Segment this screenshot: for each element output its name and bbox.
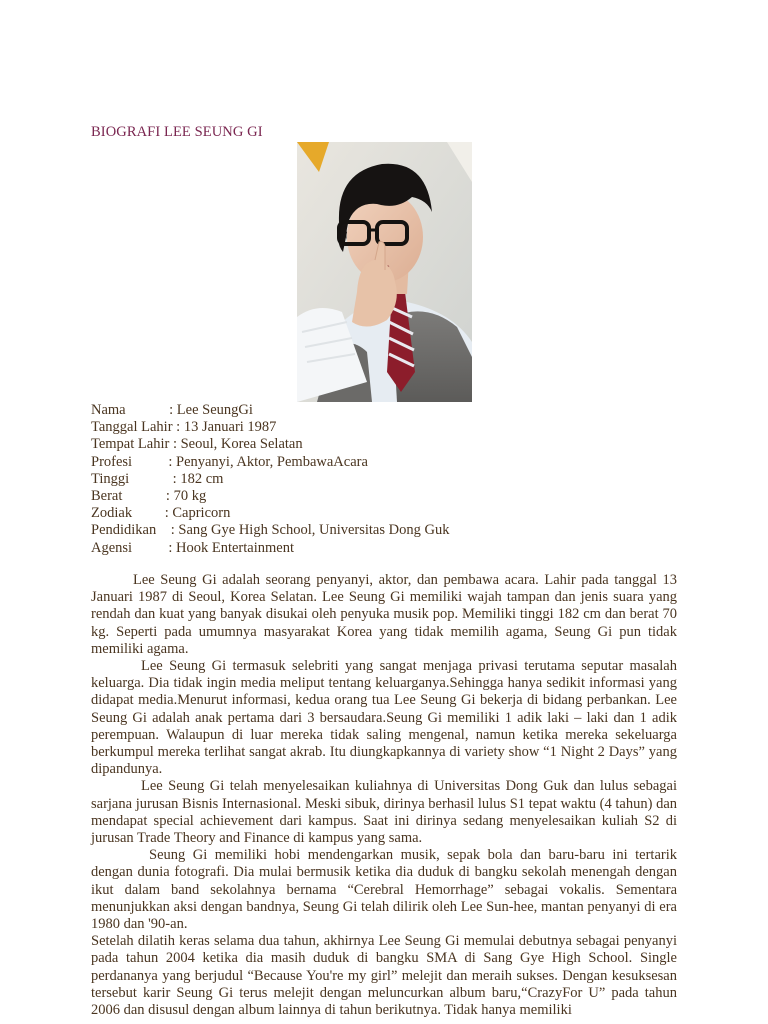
portrait-photo xyxy=(297,142,472,402)
profile-label: Pendidikan xyxy=(91,522,157,539)
profile-label: Berat xyxy=(91,488,123,505)
profile-value: 13 Januari 1987 xyxy=(183,419,277,436)
profile-value: Capricorn xyxy=(172,505,231,522)
profile-separator: : xyxy=(132,453,176,470)
profile-label: Agensi xyxy=(91,539,133,556)
profile-row-nama xyxy=(91,402,691,419)
profile-value: Penyanyi, Aktor, PembawaAcara xyxy=(176,453,368,470)
profile-row-tanggal-lahir xyxy=(91,419,691,436)
profile-label: Tinggi xyxy=(91,470,130,487)
profile-row-agensi xyxy=(91,540,691,557)
profile-label: Nama xyxy=(91,402,126,418)
profile-separator: : xyxy=(172,419,184,436)
body-paragraph: Seung Gi memiliki hobi mendengarkan musik, sepak bola dan baru-baru ini tertarik dengan dunia fotografi. Dia mulai bermusik ketika dia duduk di bangku sekolah menengah dengan ikut dalam band sekolahnya bernama “Cerebral Hemorrhage” sebagai vokalis. Sementara menunjukkan aksi dengan bandnya, Seung Gi telah dilirik oleh Lee Sun-hee, mantan penyanyi di era 1980 dan '90-an. xyxy=(91,847,677,933)
profile-separator: : xyxy=(129,470,181,487)
profile-row-profesi xyxy=(91,454,691,471)
profile-row-zodiak xyxy=(91,505,691,522)
profile-separator: : xyxy=(122,488,174,505)
profile-row-tinggi xyxy=(91,471,691,488)
profile-separator: : xyxy=(132,539,176,556)
profile-value: Sang Gye High School, Universitas Dong Guk xyxy=(178,522,450,539)
profile-label: Profesi xyxy=(91,453,133,470)
profile-separator: : xyxy=(156,522,179,539)
profile-separator: : xyxy=(132,505,173,522)
body-paragraph: Lee Seung Gi termasuk selebriti yang sangat menjaga privasi terutama seputar masalah keluarga. Dia tidak ingin media meliput tentang keluarganya.Sehingga hanya sedikit informasi yang didapat media.Menurut informasi, kedua orang tua Lee Seung Gi bekerja di bidang perbankan. Lee Seung Gi adalah anak pertama dari 3 bersaudara.Seung Gi memiliki 1 adik laki – laki dan 1 adik perempuan. Walaupun di luar mereka tidak saling mengenal, namun ketika mereka sekeluarga berkumpul mereka terlihat sangat akrab. Itu diungkapkannya di variety show “1 Night 2 Days” yang dipandunya. xyxy=(91,658,677,778)
profile-row-pendidikan xyxy=(91,522,691,539)
profile-info xyxy=(91,402,691,557)
body-paragraph: Lee Seung Gi adalah seorang penyanyi, aktor, dan pembawa acara. Lahir pada tanggal 13 Januari 1987 di Seoul, Korea Selatan. Lee Seung Gi memiliki wajah tampan dan jenis suara yang rendah dan kuat yang banyak disukai oleh penyuka musik pop. Memiliki tinggi 182 cm dan berat 70 kg. Seperti pada umumnya masyarakat Korea yang tidak memilih agama, Seung Gi pun tidak memiliki agama. xyxy=(91,572,677,657)
body-paragraph: Lee Seung Gi telah menyelesaikan kuliahnya di Universitas Dong Guk dan lulus sebagai sarjana jurusan Bisnis Internasional. Meski sibuk, dirinya berhasil lulus S1 tepat waktu (4 tahun) dan mendapat special achievement dari kampus. Saat ini dirinya sedang menyelesaikan kuliah S2 di jurusan Trade Theory and Finance di kampus yang sama. xyxy=(91,778,677,847)
profile-label: Tempat Lahir xyxy=(91,436,170,453)
profile-row-tempat-lahir xyxy=(91,436,691,453)
profile-value: Seoul, Korea Selatan xyxy=(180,436,303,453)
profile-value: 70 kg xyxy=(173,488,207,505)
profile-row-berat xyxy=(91,488,691,505)
biography-body xyxy=(91,572,677,1019)
document-title: BIOGRAFI LEE SEUNG GI xyxy=(91,124,263,140)
profile-value: 182 cm xyxy=(180,470,224,487)
profile-value: Lee SeungGi xyxy=(176,402,253,418)
profile-label: Zodiak xyxy=(91,505,133,522)
profile-label: Tanggal Lahir xyxy=(91,419,173,436)
body-paragraph: Setelah dilatih keras selama dua tahun, akhirnya Lee Seung Gi memulai debutnya sebagai penyanyi pada tahun 2004 ketika dia masih duduk di bangku SMA di Sang Gye High School. Single perdananya yang berjudul “Because You're my girl” melejit dan meraih sukses. Dengan kesuksesan tersebut karir Seung Gi terus melejit dengan meluncurkan album baru,“CrazyFor U” pada tahun 2006 dan disusul dengan album lainnya di tahun berikutnya. Tidak hanya memiliki xyxy=(91,933,677,1019)
profile-separator: : xyxy=(169,436,181,453)
profile-value: Hook Entertainment xyxy=(176,539,294,556)
profile-separator: : xyxy=(125,402,177,418)
